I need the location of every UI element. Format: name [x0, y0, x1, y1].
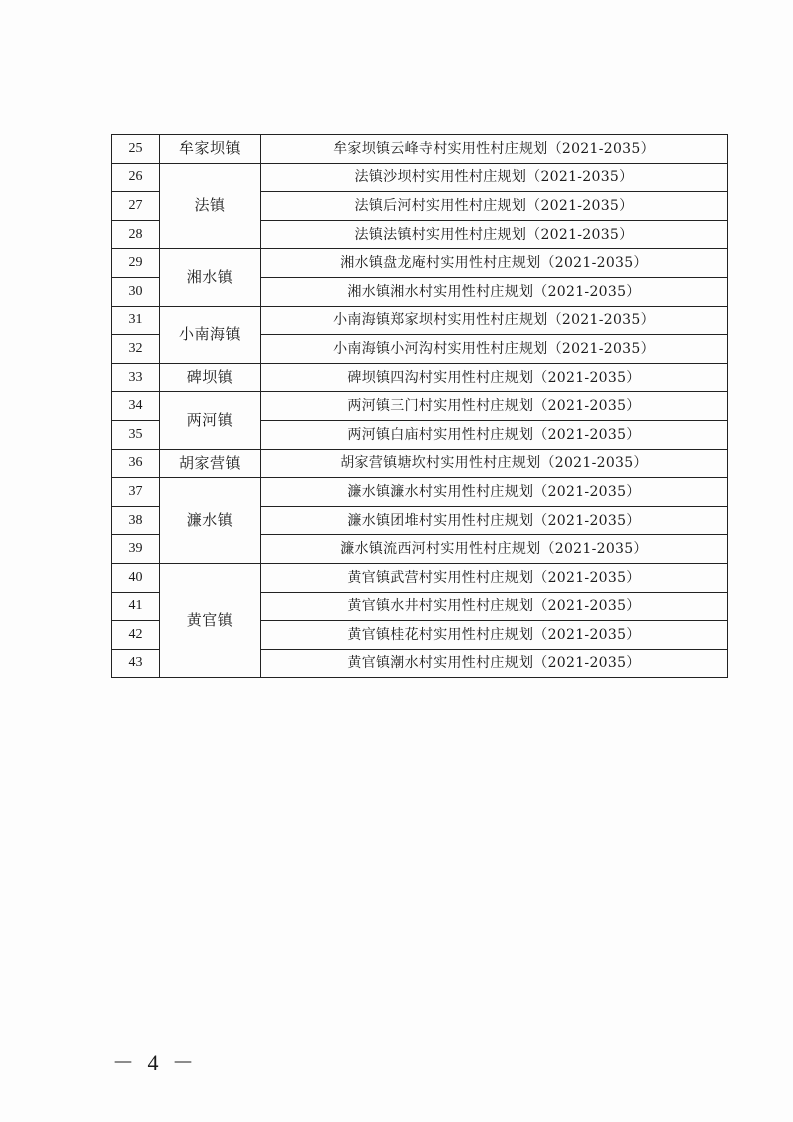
- town-cell: 碑坝镇: [160, 363, 261, 392]
- row-number-cell: 38: [112, 506, 160, 535]
- plan-name-cell: 黄官镇桂花村实用性村庄规划（2021-2035）: [261, 621, 728, 650]
- town-cell: 黄官镇: [160, 563, 261, 677]
- row-number-cell: 32: [112, 335, 160, 364]
- table-row: [112, 306, 728, 335]
- row-number-cell: 37: [112, 478, 160, 507]
- plan-name-cell: 两河镇三门村实用性村庄规划（2021-2035）: [261, 392, 728, 421]
- plan-name-cell: 牟家坝镇云峰寺村实用性村庄规划（2021-2035）: [261, 135, 728, 164]
- row-number-cell: 34: [112, 392, 160, 421]
- row-number-cell: 40: [112, 563, 160, 592]
- row-number-cell: 29: [112, 249, 160, 278]
- table-row: [112, 563, 728, 592]
- row-number-cell: 30: [112, 277, 160, 306]
- page-number: － 4 －: [112, 1050, 199, 1075]
- row-number-cell: 36: [112, 449, 160, 478]
- row-number-cell: 26: [112, 163, 160, 192]
- row-number-cell: 42: [112, 621, 160, 650]
- table-row: [112, 249, 728, 278]
- village-plan-table: [111, 134, 728, 678]
- table-row: [112, 163, 728, 192]
- table-row: [112, 478, 728, 507]
- row-number-cell: 27: [112, 192, 160, 221]
- plan-name-cell: 黄官镇武营村实用性村庄规划（2021-2035）: [261, 563, 728, 592]
- plan-name-cell: 碑坝镇四沟村实用性村庄规划（2021-2035）: [261, 363, 728, 392]
- row-number-cell: 39: [112, 535, 160, 564]
- town-cell: 法镇: [160, 163, 261, 249]
- town-cell: 两河镇: [160, 392, 261, 449]
- row-number-cell: 31: [112, 306, 160, 335]
- plan-name-cell: 法镇沙坝村实用性村庄规划（2021-2035）: [261, 163, 728, 192]
- row-number-cell: 28: [112, 220, 160, 249]
- plan-name-cell: 黄官镇水井村实用性村庄规划（2021-2035）: [261, 592, 728, 621]
- row-number-cell: 43: [112, 649, 160, 678]
- table-row: [112, 392, 728, 421]
- plan-name-cell: 濂水镇团堆村实用性村庄规划（2021-2035）: [261, 506, 728, 535]
- plan-name-cell: 小南海镇小河沟村实用性村庄规划（2021-2035）: [261, 335, 728, 364]
- table-body: [112, 135, 728, 678]
- row-number-cell: 35: [112, 420, 160, 449]
- town-cell: 胡家营镇: [160, 449, 261, 478]
- plan-name-cell: 濂水镇流西河村实用性村庄规划（2021-2035）: [261, 535, 728, 564]
- town-cell: 小南海镇: [160, 306, 261, 363]
- plan-name-cell: 湘水镇湘水村实用性村庄规划（2021-2035）: [261, 277, 728, 306]
- plan-name-cell: 小南海镇郑家坝村实用性村庄规划（2021-2035）: [261, 306, 728, 335]
- table-row: [112, 363, 728, 392]
- plan-name-cell: 湘水镇盘龙庵村实用性村庄规划（2021-2035）: [261, 249, 728, 278]
- plan-name-cell: 两河镇白庙村实用性村庄规划（2021-2035）: [261, 420, 728, 449]
- table-row: [112, 135, 728, 164]
- plan-name-cell: 胡家营镇塘坎村实用性村庄规划（2021-2035）: [261, 449, 728, 478]
- plan-name-cell: 法镇后河村实用性村庄规划（2021-2035）: [261, 192, 728, 221]
- town-cell: 牟家坝镇: [160, 135, 261, 164]
- row-number-cell: 25: [112, 135, 160, 164]
- row-number-cell: 33: [112, 363, 160, 392]
- plan-name-cell: 法镇法镇村实用性村庄规划（2021-2035）: [261, 220, 728, 249]
- town-cell: 濂水镇: [160, 478, 261, 564]
- town-cell: 湘水镇: [160, 249, 261, 306]
- plan-name-cell: 濂水镇濂水村实用性村庄规划（2021-2035）: [261, 478, 728, 507]
- row-number-cell: 41: [112, 592, 160, 621]
- table-row: [112, 449, 728, 478]
- plan-name-cell: 黄官镇潮水村实用性村庄规划（2021-2035）: [261, 649, 728, 678]
